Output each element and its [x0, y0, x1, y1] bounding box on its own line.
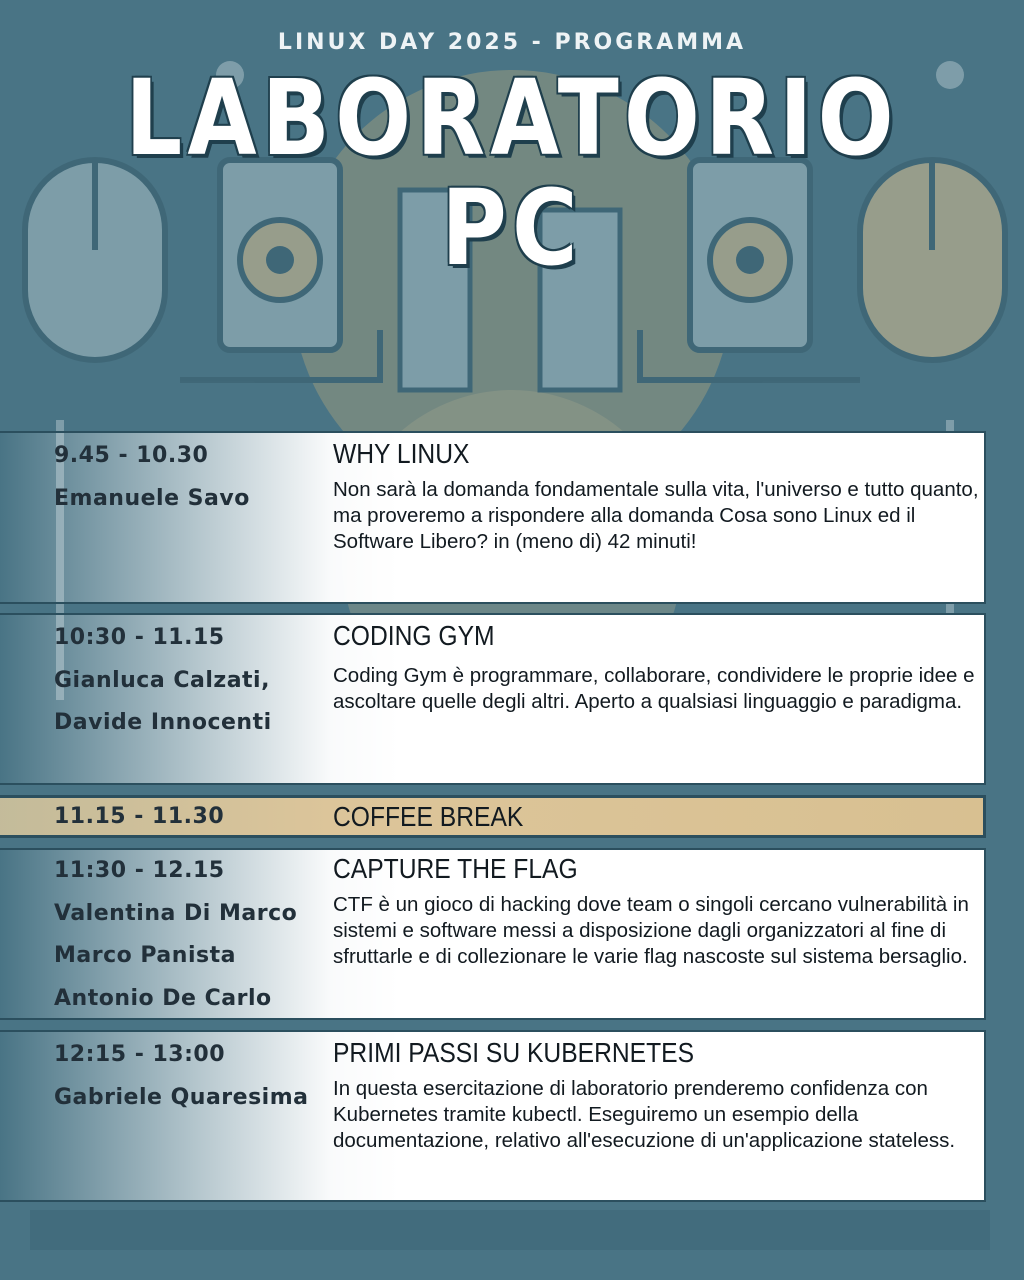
schedule-row	[0, 1030, 986, 1202]
session-time: 11.15 - 11.30	[54, 804, 225, 829]
event-subtitle: LINUX DAY 2025 - PROGRAMMA	[277, 30, 747, 55]
schedule-row	[0, 613, 986, 785]
session-title: CODING GYM	[333, 620, 495, 651]
coffee-break-row	[0, 795, 986, 838]
session-speaker: Emanuele Savo	[54, 486, 250, 511]
session-speaker: Antonio De Carlo	[54, 986, 272, 1011]
session-title: PRIMI PASSI SU KUBERNETES	[333, 1037, 695, 1068]
session-speaker: Davide Innocenti	[54, 710, 272, 735]
session-title: CAPTURE THE FLAG	[333, 853, 578, 884]
session-description: Coding Gym è programmare, collaborare, condividere le proprie idee e ascoltare quelle degli altri. Aperto a qualsiasi linguaggio e paradigma.	[333, 664, 975, 713]
schedule-row	[0, 431, 986, 604]
session-time: 10:30 - 11.15	[54, 625, 225, 650]
session-time: 12:15 - 13:00	[54, 1042, 226, 1067]
schedule-row	[0, 848, 986, 1020]
session-time: 9.45 - 10.30	[54, 443, 209, 468]
header	[0, 30, 1024, 289]
session-speaker: Gianluca Calzati,	[54, 668, 270, 693]
session-description: In questa esercitazione di laboratorio prenderemo confidenza con Kubernetes tramite kubectl. Eseguiremo un esempio della documentazione, relativo all'esecuzione di un'applicazione stateless.	[333, 1077, 956, 1152]
session-time: 11:30 - 12.15	[54, 858, 225, 883]
session-title: COFFEE BREAK	[333, 801, 524, 832]
session-speaker: Gabriele Quaresima	[54, 1085, 309, 1110]
session-speaker: Valentina Di Marco	[54, 901, 298, 926]
session-title: WHY LINUX	[333, 438, 470, 469]
session-description: Non sarà la domanda fondamentale sulla vita, l'universo e tutto quanto, ma proveremo a rispondere alla domanda Cosa sono Linux ed il Software Libero? in (meno di) 42 minuti!	[333, 478, 979, 553]
session-description: CTF è un gioco di hacking dove team o singoli cercano vulnerabilità in sistemi e software messi a disposizione dagli organizzatori al fine di sfruttarle e di collezionare le varie flag nascoste sul sistema bersaglio.	[333, 893, 969, 968]
page-title: LABORATORIO PC	[125, 57, 899, 289]
session-speaker: Marco Panista	[54, 943, 236, 968]
